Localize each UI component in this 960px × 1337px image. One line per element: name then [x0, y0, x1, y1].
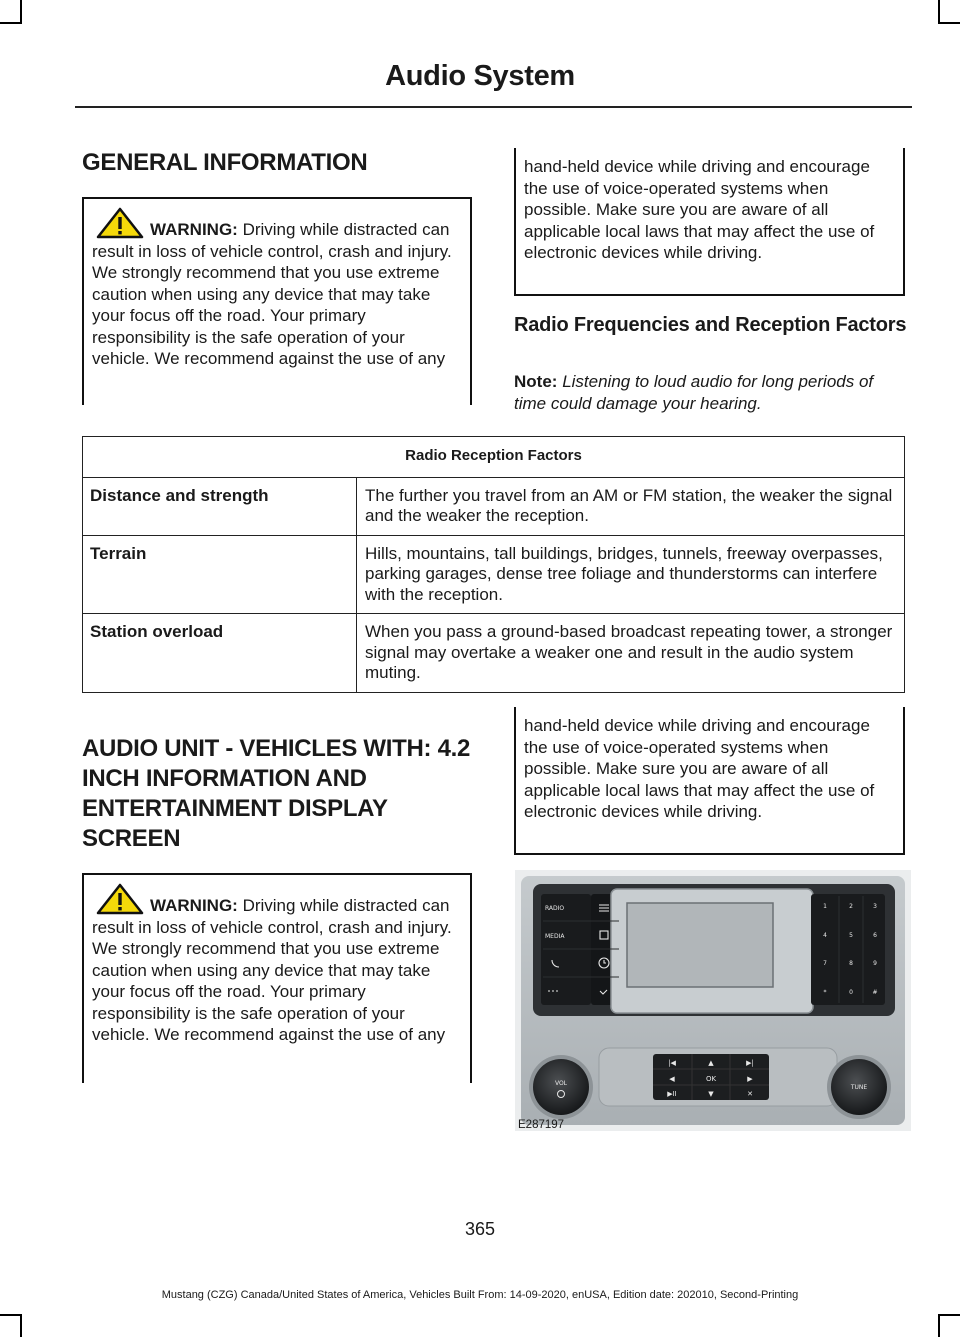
crop-mark [0, 22, 22, 24]
crop-mark [0, 1314, 22, 1316]
vol-knob-label: VOL [554, 1080, 568, 1087]
volume-knob [533, 1059, 589, 1115]
page-header-title: Audio System [385, 60, 575, 92]
audio-unit-figure [515, 870, 911, 1131]
general-warning-continued [514, 148, 905, 296]
keypad-key: 2 [849, 903, 853, 910]
factor-name: Station overload [83, 614, 357, 693]
factor-name: Terrain [83, 535, 357, 614]
header-rule [75, 106, 912, 108]
radio-button-label: RADIO [545, 905, 565, 912]
keypad-key: * [823, 989, 827, 996]
seek-forward-icon: ▶| [746, 1059, 754, 1067]
keypad-key: # [872, 989, 878, 996]
factor-description: When you pass a ground-based broadcast repeating tower, a stronger signal may overtake a weaker one and result in the audio system muting. [357, 614, 905, 693]
crop-mark [938, 1314, 960, 1316]
play-pause-icon: ▶II [667, 1090, 677, 1098]
figure-id: E287197 [518, 1119, 565, 1131]
crop-mark [20, 1314, 22, 1337]
keypad-key: 1 [823, 903, 827, 910]
radio-frequencies-heading: Radio Frequencies and Reception Factors [514, 314, 907, 336]
tune-knob-label: TUNE [850, 1084, 868, 1091]
table-row [83, 477, 905, 535]
keypad-key: 0 [849, 989, 853, 996]
note-label: Note: [514, 372, 558, 391]
page-footer: Mustang (CZG) Canada/United States of America, Vehicles Built From: 14-09-2020, enUSA, Edition date: 202010, Second-Printing [161, 1289, 799, 1301]
up-arrow-icon: ▲ [708, 1059, 714, 1067]
table-row [83, 614, 905, 693]
table-row [83, 535, 905, 614]
general-warning-box [82, 197, 472, 405]
warning-label: WARNING: [150, 220, 238, 239]
crop-mark [938, 22, 960, 24]
factor-description: Hills, mountains, tall buildings, bridges, tunnels, freeway overpasses, parking garages, dense tree foliage and thunderstorms can interfere with the reception. [357, 535, 905, 614]
warning-triangle-icon [96, 883, 144, 915]
keypad-key: 9 [873, 960, 877, 967]
audio-unit-warning-continued [514, 707, 905, 855]
media-button-label: MEDIA [545, 933, 565, 940]
mute-icon: ✕ [747, 1090, 753, 1098]
keypad-key: 4 [823, 932, 827, 939]
warning-text-continued: hand-held device while driving and encourage the use of voice-operated systems when possible. Make sure you are aware of all applicable local laws that may affect the use of electronic devices while driving. [524, 716, 875, 821]
warning-triangle-icon [96, 207, 144, 239]
keypad-key: 3 [873, 903, 877, 910]
radio-reception-factors-table [82, 436, 905, 693]
warning-text: Driving while distracted can result in loss of vehicle control, crash and injury. We strongly recommend that you use extreme caution when using any device that may take your focus off the road. Your primary responsibility is the safe operation of your vehicle. We recommend against the use of any [92, 896, 452, 1044]
ok-button-label: OK [705, 1075, 717, 1083]
crop-mark [938, 1314, 940, 1337]
general-information-heading: GENERAL INFORMATION [82, 149, 368, 176]
hearing-note [514, 371, 909, 414]
note-text: Listening to loud audio for long periods of time could damage your hearing. [514, 372, 874, 413]
audio-unit-warning-box [82, 873, 472, 1083]
audio-unit-heading: AUDIO UNIT - VEHICLES WITH: 4.2 INCH INFORMATION AND ENTERTAINMENT DISPLAY SCREEN [82, 735, 471, 852]
page-number: 365 [464, 1219, 496, 1239]
down-arrow-icon: ▼ [708, 1090, 714, 1098]
keypad-key: 7 [823, 960, 827, 967]
keypad-key: 6 [873, 932, 877, 939]
left-arrow-icon: ◀ [669, 1075, 675, 1083]
audio-unit-illustration [515, 870, 911, 1131]
warning-label: WARNING: [150, 896, 238, 915]
crop-mark [20, 0, 22, 22]
keypad-key: 8 [849, 960, 853, 967]
keypad-key: 5 [849, 932, 853, 939]
factor-name: Distance and strength [83, 477, 357, 535]
crop-mark [938, 0, 940, 22]
right-arrow-icon: ▶ [747, 1075, 753, 1083]
warning-text: Driving while distracted can result in loss of vehicle control, crash and injury. We strongly recommend that you use extreme caution when using any device that may take your focus off the road. Your primary responsibility is the safe operation of your vehicle. We recommend against the use of any [92, 220, 452, 368]
factor-description: The further you travel from an AM or FM station, the weaker the signal and the weaker the reception. [357, 477, 905, 535]
warning-text-continued: hand-held device while driving and encourage the use of voice-operated systems when possible. Make sure you are aware of all applicable local laws that may affect the use of electronic devices while driving. [524, 157, 875, 262]
table-title: Radio Reception Factors [83, 437, 905, 478]
seek-back-icon: |◀ [668, 1059, 676, 1067]
